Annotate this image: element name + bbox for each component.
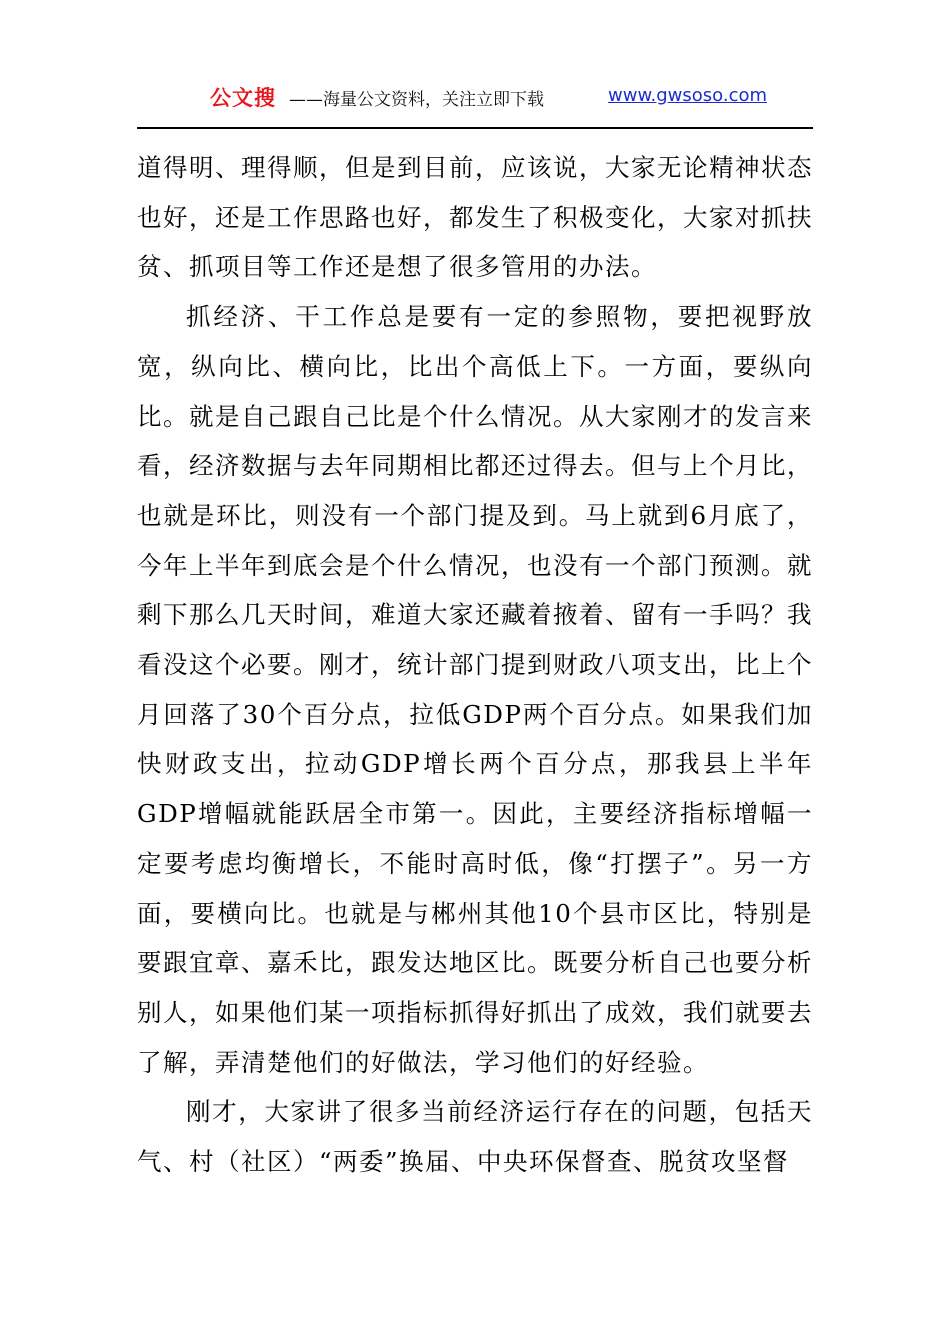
page-header [137,80,813,114]
header-divider [137,127,813,129]
document-body [137,143,813,1187]
brand-logo-text: 公文搜 [210,86,276,110]
paragraph-continued: 道得明、理得顺，但是到目前，应该说，大家无论精神状态也好，还是工作思路也好，都发生了积极变化，大家对抓扶贫、抓项目等工作还是想了很多管用的办法。 [137,153,813,282]
paragraph: 刚才，大家讲了很多当前经济运行存在的问题，包括天气、村（社区）“两委”换届、中央环保督查、脱贫攻坚督 [137,1097,813,1177]
header-slogan: ——海量公文资料，关注立即下载 [289,90,544,110]
website-link[interactable]: www.gwsoso.com [608,85,768,106]
paragraph: 抓经济、干工作总是要有一定的参照物，要把视野放宽，纵向比、横向比，比出个高低上下。一方面，要纵向比。就是自己跟自己比是个什么情况。从大家刚才的发言来看，经济数据与去年同期相比都还过得去。但与上个月比，也就是环比，则没有一个部门提及到。马上就到6月底了，今年上半年到底会是个什么情况，也没有一个部门预测。就剩下那么几天时间，难道大家还藏着掖着、留有一手吗？我看没这个必要。刚才，统计部门提到财政八项支出，比上个月回落了30个百分点，拉低GDP两个百分点。如果我们加快财政支出，拉动GDP增长两个百分点，那我县上半年GDP增幅就能跃居全市第一。因此，主要经济指标增幅一定要考虑均衡增长，不能时高时低，像“打摆子”。另一方面，要横向比。也就是与郴州其他10个县市区比，特别是要跟宜章、嘉禾比，跟发达地区比。既要分析自己也要分析别人，如果他们某一项指标抓得好抓出了成效，我们就要去了解，弄清楚他们的好做法，学习他们的好经验。 [137,302,813,1077]
